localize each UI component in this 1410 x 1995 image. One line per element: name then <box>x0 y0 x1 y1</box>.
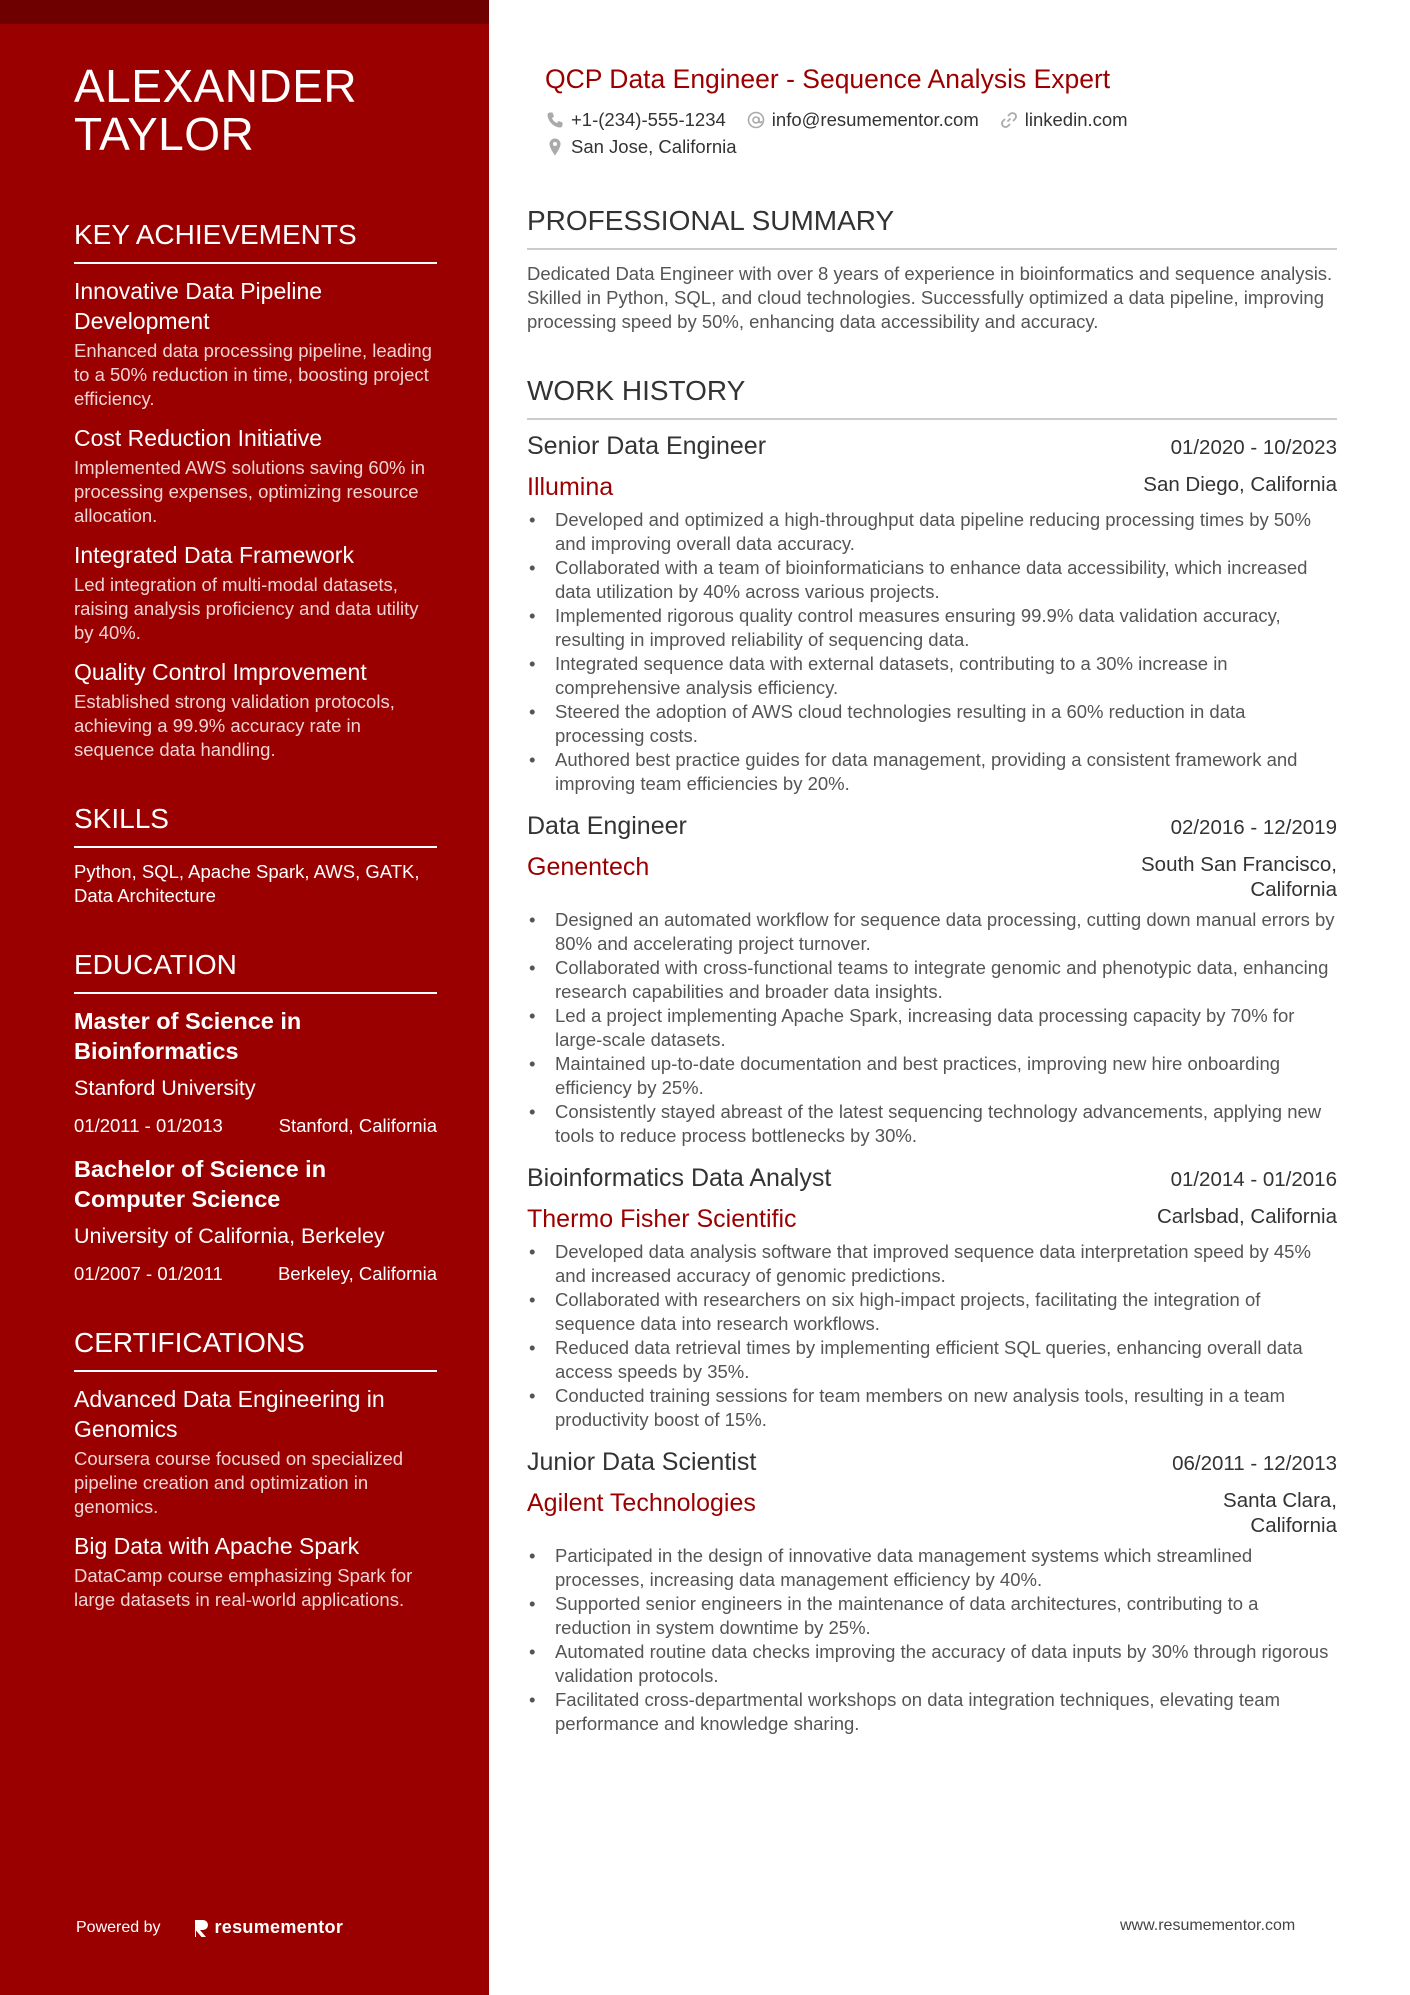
job-bullet: • Developed data analysis software that improved sequence data interpretation speed by 45% and increased accuracy of genomic predictions. <box>527 1240 1337 1288</box>
job-location: Carlsbad, California <box>1156 1205 1337 1228</box>
education-item <box>74 1154 437 1286</box>
education-item <box>74 1006 437 1138</box>
certification-description: Coursera course focused on specialized pipeline creation and optimization in genomics. <box>74 1448 404 1517</box>
work-heading: WORK HISTORY <box>527 374 1337 420</box>
email-text: info@resumementor.com <box>771 109 979 130</box>
powered-by-label: Powered by <box>76 1918 161 1936</box>
job-subheader <box>527 852 1337 902</box>
job-header <box>527 1446 1337 1478</box>
job-dates: 01/2014 - 01/2016 <box>1170 1168 1337 1191</box>
job-entry <box>527 810 1337 1148</box>
phone-text: +1-(234)-555-1234 <box>571 109 726 130</box>
work-section <box>527 374 1337 1736</box>
achievement-item <box>74 276 437 411</box>
job-header <box>527 810 1337 842</box>
link-icon <box>999 110 1019 130</box>
job-entry <box>527 1162 1337 1432</box>
job-bullet: • Collaborated with cross-functional teams to integrate genomic and phenotypic data, enhancing research capabilities and broader data insights. <box>527 956 1337 1004</box>
achievements-section <box>74 218 437 762</box>
education-meta <box>74 1262 437 1286</box>
education-section <box>74 948 437 1286</box>
main-content <box>527 62 1337 1736</box>
contact-row <box>545 133 1337 160</box>
linkedin-contact[interactable] <box>999 106 1128 133</box>
job-dates: 02/2016 - 12/2019 <box>1170 816 1337 839</box>
job-bullet: • Collaborated with a team of bioinformaticians to enhance data accessibility, which increased data utilization by 40% across various projects. <box>527 556 1337 604</box>
education-dates: 01/2007 - 01/2011 <box>74 1263 223 1284</box>
email-contact[interactable] <box>746 106 979 133</box>
job-location: San Diego, California <box>1143 473 1337 496</box>
job-bullet: • Reduced data retrieval times by implementing efficient SQL queries, enhancing overall data access speeds by 35%. <box>527 1336 1337 1384</box>
job-bullet: • Facilitated cross-departmental workshops on data integration techniques, elevating team performance and knowledge sharing. <box>527 1688 1337 1736</box>
achievement-title: Quality Control Improvement <box>74 659 367 685</box>
job-bullets <box>527 1544 1337 1736</box>
job-entry <box>527 430 1337 796</box>
certification-item <box>74 1384 437 1519</box>
education-meta <box>74 1114 437 1138</box>
achievement-title: Innovative Data Pipeline Development <box>74 278 323 334</box>
skills-section <box>74 802 437 908</box>
job-entry <box>527 1446 1337 1736</box>
job-role: Data Engineer <box>527 812 687 840</box>
job-bullets <box>527 1240 1337 1432</box>
last-name: TAYLOR <box>74 108 255 160</box>
phone-icon <box>545 110 565 130</box>
achievement-item <box>74 423 437 528</box>
job-bullet: • Steered the adoption of AWS cloud technologies resulting in a 60% reduction in data processing costs. <box>527 700 1337 748</box>
contact-row <box>545 106 1337 133</box>
job-subheader <box>527 1204 1337 1234</box>
job-role: Junior Data Scientist <box>527 1448 757 1476</box>
certifications-heading: CERTIFICATIONS <box>74 1326 437 1372</box>
job-company: Thermo Fisher Scientific <box>527 1205 797 1233</box>
job-bullet: • Led a project implementing Apache Spark, increasing data processing capacity by 70% for large-scale datasets. <box>527 1004 1337 1052</box>
education-school: Stanford University <box>74 1076 256 1100</box>
job-role: Senior Data Engineer <box>527 432 767 460</box>
achievement-description: Enhanced data processing pipeline, leading to a 50% reduction in time, boosting project efficiency. <box>74 340 432 409</box>
achievement-item <box>74 657 437 762</box>
location-pin-icon <box>545 137 565 157</box>
education-school: University of California, Berkeley <box>74 1224 385 1248</box>
job-bullet: • Integrated sequence data with external datasets, contributing to a 30% increase in comprehensive analysis efficiency. <box>527 652 1337 700</box>
contact-info <box>527 106 1337 160</box>
job-bullet: • Conducted training sessions for team members on new analysis tools, resulting in a team productivity boost of 15%. <box>527 1384 1337 1432</box>
footer-website-link[interactable]: www.resumementor.com <box>1120 1917 1296 1934</box>
job-company: Genentech <box>527 853 650 881</box>
job-bullet: • Automated routine data checks improving the accuracy of data inputs by 30% through rigorous validation protocols. <box>527 1640 1337 1688</box>
job-location: Santa Clara, California <box>1223 1489 1337 1537</box>
job-subheader <box>527 472 1337 502</box>
job-dates: 01/2020 - 10/2023 <box>1170 436 1337 459</box>
achievement-title: Integrated Data Framework <box>74 542 354 568</box>
job-bullet: • Maintained up-to-date documentation and best practices, improving new hire onboarding efficiency by 25%. <box>527 1052 1337 1100</box>
first-name: ALEXANDER <box>74 60 358 112</box>
summary-section <box>527 204 1337 334</box>
location-text: San Jose, California <box>571 136 737 157</box>
certification-title: Advanced Data Engineering in Genomics <box>74 1386 385 1442</box>
headline: QCP Data Engineer - Sequence Analysis Expert <box>545 64 1111 94</box>
education-location: Stanford, California <box>278 1115 437 1136</box>
job-bullet: • Implemented rigorous quality control measures ensuring 99.9% data validation accuracy, resulting in improved reliability of sequencing data. <box>527 604 1337 652</box>
job-bullets <box>527 508 1337 796</box>
education-heading: EDUCATION <box>74 948 437 994</box>
candidate-name <box>74 62 437 158</box>
sidebar <box>0 0 489 1995</box>
certifications-list <box>74 1384 437 1612</box>
job-location: South San Francisco, California <box>1141 853 1337 901</box>
job-role: Bioinformatics Data Analyst <box>527 1164 832 1192</box>
job-bullet: • Developed and optimized a high-throughput data pipeline reducing processing times by 50% and improving overall data accuracy. <box>527 508 1337 556</box>
skills-list: Python, SQL, Apache Spark, AWS, GATK, Data Architecture <box>74 861 420 906</box>
at-sign-icon <box>746 110 766 130</box>
job-bullet: • Authored best practice guides for data management, providing a consistent framework and improving team efficiencies by 20%. <box>527 748 1337 796</box>
sidebar-top-bar <box>0 0 489 24</box>
job-bullets <box>527 908 1337 1148</box>
job-subheader <box>527 1488 1337 1538</box>
job-header <box>527 430 1337 462</box>
location-contact <box>545 133 737 160</box>
certifications-section <box>74 1326 437 1612</box>
achievement-description: Led integration of multi-modal datasets, raising analysis proficiency and data utility by 40%. <box>74 574 419 643</box>
achievement-description: Implemented AWS solutions saving 60% in processing expenses, optimizing resource allocation. <box>74 457 425 526</box>
job-bullet: • Supported senior engineers in the maintenance of data architectures, contributing to a reduction in system downtime by 25%. <box>527 1592 1337 1640</box>
skills-heading: SKILLS <box>74 802 437 848</box>
certification-item <box>74 1531 437 1612</box>
education-list <box>74 1006 437 1286</box>
education-degree: Bachelor of Science in Computer Science <box>74 1156 327 1212</box>
achievements-list <box>74 276 437 762</box>
powered-by <box>76 1917 343 1938</box>
job-dates: 06/2011 - 12/2013 <box>1172 1452 1337 1475</box>
achievement-title: Cost Reduction Initiative <box>74 425 323 451</box>
job-bullet: • Designed an automated workflow for sequence data processing, cutting down manual errors by 80% and accelerating project turnover. <box>527 908 1337 956</box>
education-dates: 01/2011 - 01/2013 <box>74 1115 223 1136</box>
job-bullet: • Participated in the design of innovative data management systems which streamlined processes, increasing data management efficiency by 40%. <box>527 1544 1337 1592</box>
achievement-description: Established strong validation protocols, achieving a 99.9% accuracy rate in sequence data handling. <box>74 691 395 760</box>
summary-text: Dedicated Data Engineer with over 8 years of experience in bioinformatics and sequence analysis. Skilled in Python, SQL, and cloud technologies. Successfully optimized a data pipeline, improving processing speed by 50%, enhancing data accessibility and accuracy. <box>527 263 1333 332</box>
job-company: Agilent Technologies <box>527 1489 756 1517</box>
certification-description: DataCamp course emphasizing Spark for large datasets in real-world applications. <box>74 1565 413 1610</box>
linkedin-text: linkedin.com <box>1024 109 1128 130</box>
brand-name: resumementor <box>214 1917 344 1937</box>
achievement-item <box>74 540 437 645</box>
achievements-heading: KEY ACHIEVEMENTS <box>74 218 437 264</box>
education-location: Berkeley, California <box>277 1263 437 1284</box>
phone-contact[interactable] <box>545 106 726 133</box>
education-degree: Master of Science in Bioinformatics <box>74 1008 302 1064</box>
brand-logo[interactable] <box>193 1917 344 1938</box>
resumementor-logo-icon <box>193 1918 209 1938</box>
job-bullet: • Consistently stayed abreast of the latest sequencing technology advancements, applying new tools to reduce process bottlenecks by 30%. <box>527 1100 1337 1148</box>
job-bullet: • Collaborated with researchers on six high-impact projects, facilitating the integration of sequence data into research workflows. <box>527 1288 1337 1336</box>
summary-heading: PROFESSIONAL SUMMARY <box>527 204 1337 250</box>
job-company: Illumina <box>527 473 614 501</box>
sidebar-content <box>74 62 437 1612</box>
certification-title: Big Data with Apache Spark <box>74 1533 360 1559</box>
job-header <box>527 1162 1337 1194</box>
